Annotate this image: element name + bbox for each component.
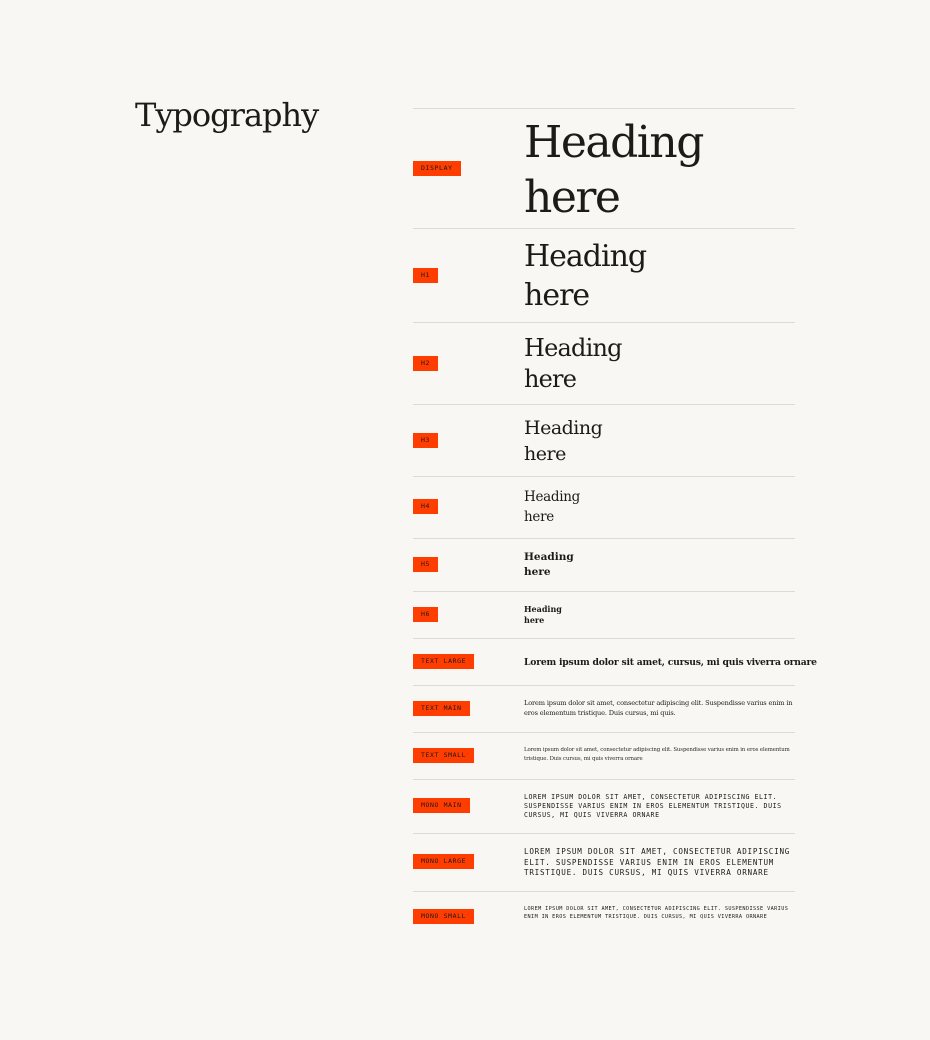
style-tag-text-large: TEXT LARGE <box>413 654 474 669</box>
sample-h3 <box>524 415 795 467</box>
type-row-text-large <box>413 638 817 686</box>
style-tag-mono-large: MONO LARGE <box>413 854 474 869</box>
style-tag-h6: H6 <box>413 607 438 622</box>
sample-text-small: Lorem ipsum dolor sit amet, consectetur adipiscing elit. Suspendisse varius enim in eros elementum tristique. Duis cursus, mi quis viverra ornare <box>524 747 790 762</box>
sample-display-line-1: Heading <box>524 117 703 168</box>
type-row-h4 <box>413 476 795 539</box>
sample-h5-line-2: here <box>524 566 551 578</box>
sample-display <box>524 115 795 225</box>
sample-h1-line-1: Heading <box>524 239 647 274</box>
sample-h2-line-2: here <box>524 365 577 393</box>
sample-h2-line-1: Heading <box>524 334 622 362</box>
sample-h4-line-2: here <box>524 509 554 525</box>
type-row-h2 <box>413 322 795 405</box>
sample-mono-small: LOREM IPSUM DOLOR SIT AMET, CONSECTETUR ADIPISCING ELIT. SUSPENDISSE VARIUS ENIM IN EROS ELEMENTUM TRISTIQUE. DUIS CURSUS, MI QUIS VIVERRA ORNARE <box>524 906 789 920</box>
sample-h1 <box>524 237 795 315</box>
sample-text-large: Lorem ipsum dolor sit amet, cursus, mi quis viverra ornare <box>524 657 817 668</box>
style-tag-mono-main: MONO MAIN <box>413 798 470 813</box>
sample-h6-line-2: here <box>524 615 545 625</box>
sample-h5-line-1: Heading <box>524 551 574 563</box>
type-row-h5 <box>413 538 795 592</box>
type-row-h6 <box>413 591 795 639</box>
type-row-mono-small <box>413 891 795 941</box>
sample-h5 <box>524 550 795 580</box>
type-row-h1 <box>413 228 795 323</box>
style-tag-h1: H1 <box>413 268 438 283</box>
sample-h4 <box>524 487 795 527</box>
sample-h6 <box>524 604 795 626</box>
sample-display-line-2: here <box>524 172 620 223</box>
sample-mono-main: LOREM IPSUM DOLOR SIT AMET, CONSECTETUR ADIPISCING ELIT. SUSPENDISSE VARIUS ENIM IN EROS ELEMENTUM TRISTIQUE. DUIS CURSUS, MI QUIS VIVERRA ORNARE <box>524 793 782 819</box>
style-tag-display: DISPLAY <box>413 161 461 176</box>
type-row-mono-main <box>413 779 795 834</box>
style-tag-h4: H4 <box>413 499 438 514</box>
type-row-text-main <box>413 685 795 733</box>
style-tag-h2: H2 <box>413 356 438 371</box>
style-tag-mono-small: MONO SMALL <box>413 909 474 924</box>
page-title: Typography <box>135 96 319 134</box>
style-tag-h5: H5 <box>413 557 438 572</box>
type-row-mono-large <box>413 833 795 892</box>
sample-h4-line-1: Heading <box>524 489 581 505</box>
sample-h1-line-2: here <box>524 278 590 313</box>
sample-h2 <box>524 333 795 395</box>
type-row-text-small <box>413 732 795 780</box>
sample-text-main: Lorem ipsum dolor sit amet, consectetur adipiscing elit. Suspendisse varius enim in eros elementum tristique. Duis cursus, mi quis. <box>524 699 793 717</box>
sample-h6-line-1: Heading <box>524 604 562 614</box>
type-row-display <box>413 108 795 229</box>
sample-h3-line-2: here <box>524 443 566 465</box>
type-row-h3 <box>413 404 795 477</box>
sample-mono-large: LOREM IPSUM DOLOR SIT AMET, CONSECTETUR ADIPISCING ELIT. SUSPENDISSE VARIUS ENIM IN EROS ELEMENTUM TRISTIQUE. DUIS CURSUS, MI QUIS VIVERRA ORNARE <box>524 847 791 877</box>
style-tag-text-small: TEXT SMALL <box>413 748 474 763</box>
style-tag-h3: H3 <box>413 433 438 448</box>
sample-h3-line-1: Heading <box>524 417 603 439</box>
style-tag-text-main: TEXT MAIN <box>413 701 470 716</box>
